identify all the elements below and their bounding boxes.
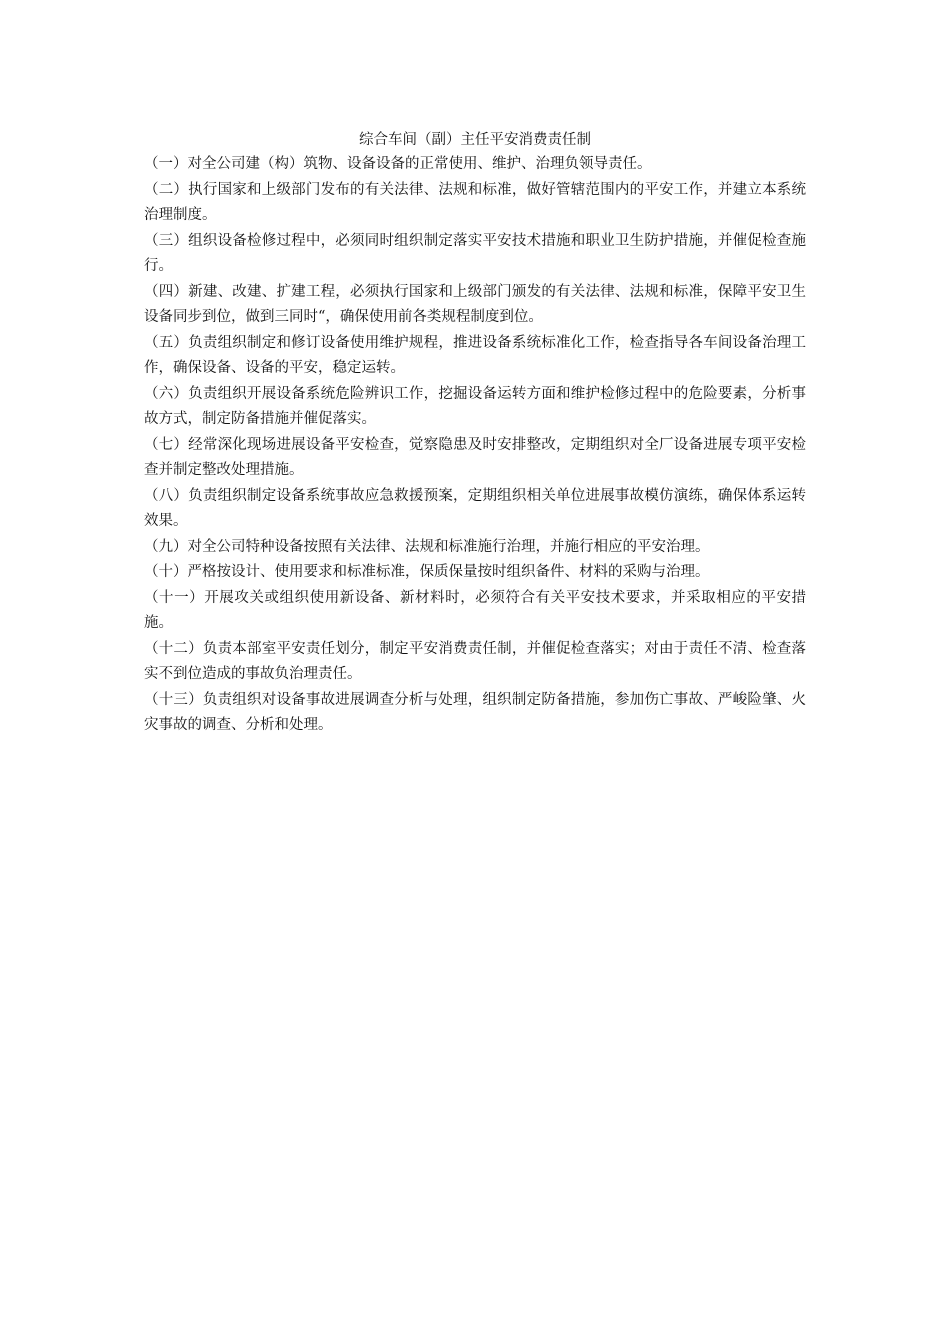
- clause-8: （八）负责组织制定设备系统事故应急救援预案，定期组织相关单位进展事故模仿演练，确保体系运转效果。: [144, 487, 806, 529]
- clause-2: （二）执行国家和上级部门发布的有关法律、法规和标准，做好管辖范围内的平安工作，并建立本系统治理制度。: [144, 181, 806, 223]
- clause-13: （十三）负责组织对设备事故进展调查分析与处理，组织制定防备措施，参加伤亡事故、严峻险肇、火灾事故的调查、分析和处理。: [144, 691, 806, 733]
- clause-4: （四）新建、改建、扩建工程，必须执行国家和上级部门颁发的有关法律、法规和标准，保障平安卫生设备同步到位，做到三同时“，确保使用前各类规程制度到位。: [144, 283, 806, 325]
- document-content: [144, 128, 806, 739]
- clause-3: （三）组织设备检修过程中，必须同时组织制定落实平安技术措施和职业卫生防护措施，并催促检查施行。: [144, 232, 806, 274]
- clause-12: （十二）负责本部室平安责任划分，制定平安消费责任制，并催促检查落实；对由于责任不清、检查落实不到位造成的事故负治理责任。: [144, 640, 806, 682]
- clause-7: （七）经常深化现场进展设备平安检查，觉察隐患及时安排整改，定期组织对全厂设备进展专项平安检查并制定整改处理措施。: [144, 436, 806, 478]
- clause-9: （九）对全公司特种设备按照有关法律、法规和标准施行治理，并施行相应的平安治理。: [144, 538, 710, 555]
- clause-5: （五）负责组织制定和修订设备使用维护规程，推进设备系统标准化工作，检查指导各车间设备治理工作，确保设备、设备的平安，稳定运转。: [144, 334, 806, 376]
- clause-1: （一）对全公司建（构）筑物、设备设备的正常使用、维护、治理负领导责任。: [144, 156, 652, 172]
- clause-11: （十一）开展攻关或组织使用新设备、新材料时，必须符合有关平安技术要求，并采取相应的平安措施。: [144, 589, 806, 631]
- clause-10: （十）严格按设计、使用要求和标准标准，保质保量按时组织备件、材料的采购与治理。: [144, 564, 710, 580]
- clause-6: （六）负责组织开展设备系统危险辨识工作，挖掘设备运转方面和维护检修过程中的危险要素，分析事故方式，制定防备措施并催促落实。: [144, 385, 806, 427]
- document-title: 综合车间（副）主任平安消费责任制: [359, 132, 591, 148]
